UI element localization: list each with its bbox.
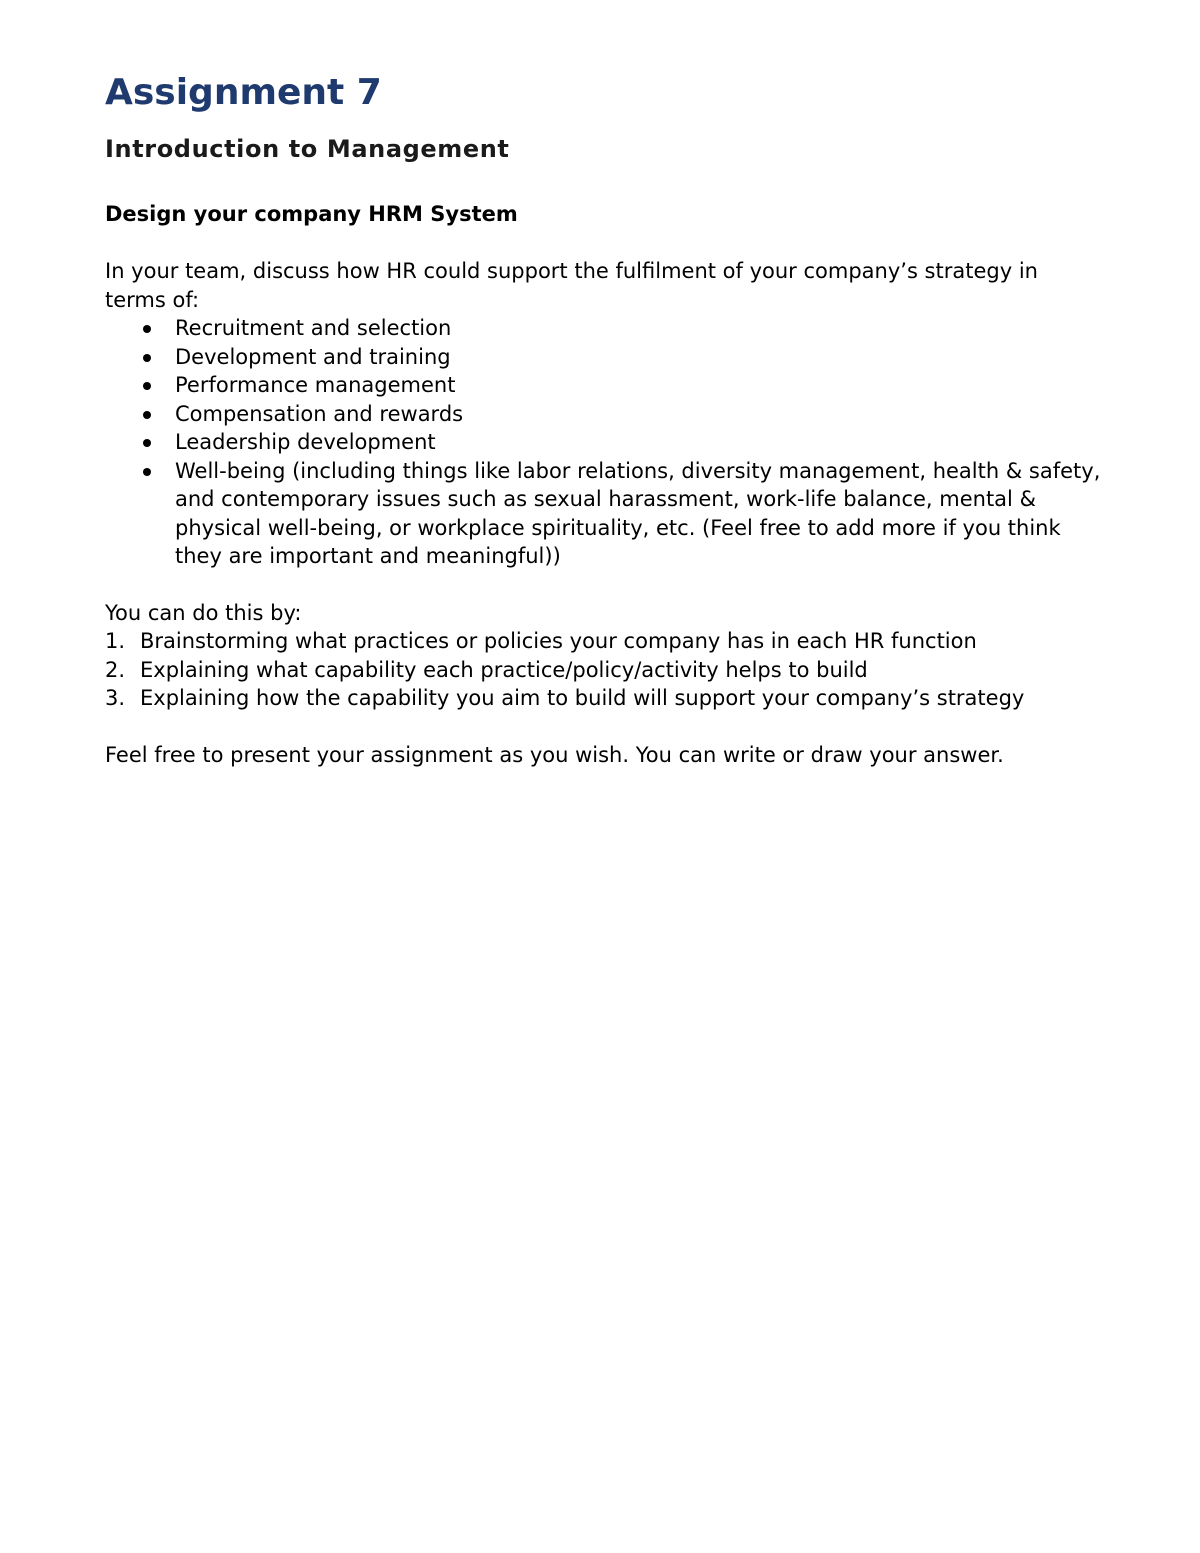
list-item-text: Compensation and rewards xyxy=(175,401,464,426)
list-item xyxy=(105,400,1105,429)
step-number: 1. xyxy=(105,629,126,653)
step-item xyxy=(105,656,1105,685)
list-item-text: Leadership development xyxy=(175,430,436,454)
assignment-title: Assignment 7 xyxy=(105,72,382,113)
bullet-icon xyxy=(143,325,151,333)
bullet-icon xyxy=(143,411,151,419)
bullet-icon xyxy=(143,439,151,447)
list-item xyxy=(105,314,1105,343)
step-number: 3. xyxy=(105,686,126,710)
closing-paragraph: Feel free to present your assignment as you wish. You can write or draw your answer. xyxy=(105,743,1004,767)
list-item xyxy=(105,457,1105,571)
bullet-icon xyxy=(143,468,151,476)
intro-paragraph: In your team, discuss how HR could support the fulfilment of your company’s strategy in terms of: xyxy=(105,259,1038,312)
steps-intro: You can do this by: xyxy=(105,601,302,625)
bullet-icon xyxy=(143,354,151,362)
step-item xyxy=(105,684,1105,713)
list-item xyxy=(105,428,1105,457)
step-text: Brainstorming what practices or policies your company has in each HR function xyxy=(140,629,977,653)
task-heading: Design your company HRM System xyxy=(105,202,518,226)
step-item xyxy=(105,627,1105,656)
list-item xyxy=(105,371,1105,400)
course-subtitle: Introduction to Management xyxy=(105,135,510,163)
step-number: 2. xyxy=(105,657,126,682)
step-text: Explaining what capability each practice/policy/activity helps to build xyxy=(140,657,868,682)
list-item-text: Well-being (including things like labor relations, diversity management, health & safety, and contemporary issues such as sexual harassment, work-life balance, mental & physical well-being, or workplace spirituality, etc. (Feel free to add more if you think they are important and meaningful)) xyxy=(175,458,1101,568)
bullet-icon xyxy=(143,382,151,390)
list-item xyxy=(105,343,1105,372)
step-text: Explaining how the capability you aim to build will support your company’s strategy xyxy=(140,686,1025,710)
list-item-text: Development and training xyxy=(175,344,451,369)
steps-list xyxy=(105,627,1105,713)
list-item-text: Performance management xyxy=(175,373,456,397)
list-item-text: Recruitment and selection xyxy=(175,316,452,340)
hr-function-list xyxy=(105,314,1105,571)
